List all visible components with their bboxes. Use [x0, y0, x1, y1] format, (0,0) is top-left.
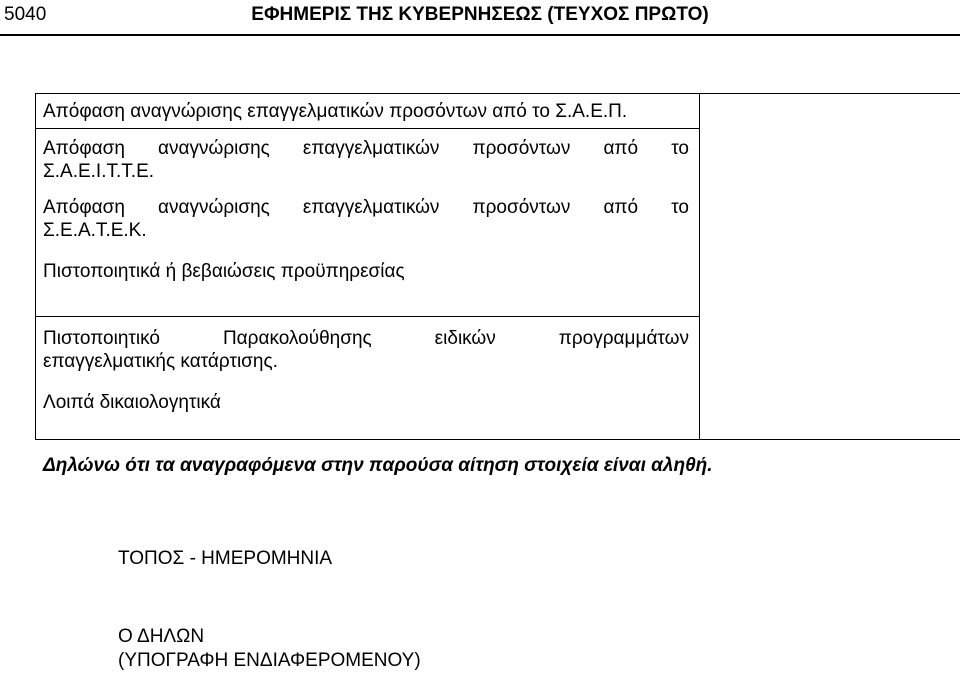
gazette-header [0, 0, 960, 36]
gazette-title: ΕΦΗΜΕΡΙΣ ΤΗΣ ΚΥΒΕΡΝΗΣΕΩΣ (ΤΕΥΧΟΣ ΠΡΩΤΟ) [251, 4, 709, 25]
declarant-signature-block [118, 625, 421, 673]
row-label-line: επαγγελματικής κατάρτισης. [43, 351, 278, 372]
row-label [43, 137, 689, 183]
table-row [36, 191, 700, 249]
table-row [36, 249, 700, 317]
row-label-line: Σ.Α.Ε.Ι.Τ.Τ.Ε. [43, 161, 155, 182]
row-label [43, 196, 689, 242]
declarant-label: Ο ΔΗΛΩΝ [118, 626, 205, 647]
table-row [36, 94, 700, 129]
row-label-line: Πιστοποιητικό Παρακολούθησης ειδικών προγραμμάτων [43, 328, 689, 349]
row-label-line: Απόφαση αναγνώρισης επαγγελματικών προσόντων από το [43, 197, 689, 218]
table-row [36, 129, 700, 191]
row-label-line: Απόφαση αναγνώρισης επαγγελματικών προσόντων από το [43, 138, 689, 159]
signature-label: (ΥΠΟΓΡΑΦΗ ΕΝΔΙΑΦΕΡΟΜΕΝΟΥ) [118, 650, 421, 671]
declaration-statement: Δηλώνω ότι τα αναγραφόμενα στην παρούσα αίτηση στοιχεία είναι αληθή. [43, 455, 713, 476]
row-label: Πιστοποιητικά ή βεβαιώσεις προϋπηρεσίας [43, 261, 405, 282]
table-row [36, 317, 700, 387]
place-date-label: ΤΟΠΟΣ - ΗΜΕΡΟΜΗΝΙΑ [118, 548, 333, 569]
documents-table [35, 93, 960, 440]
table-row [36, 387, 700, 439]
row-label: Απόφαση αναγνώρισης επαγγελματικών προσόντων από το Σ.Α.Ε.Π. [43, 101, 628, 122]
row-label: Λοιπά δικαιολογητικά [43, 392, 221, 413]
row-label [43, 327, 689, 373]
row-label-line: Σ.Ε.Α.Τ.Ε.Κ. [43, 220, 147, 241]
page-number: 5040 [4, 4, 47, 25]
